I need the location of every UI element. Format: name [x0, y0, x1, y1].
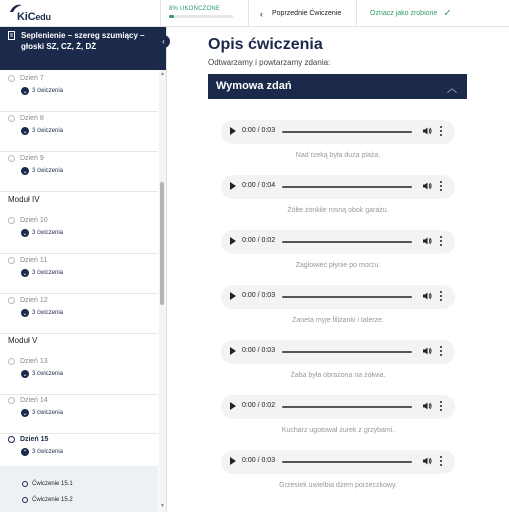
play-icon[interactable]: [230, 457, 236, 465]
course-header: [0, 27, 167, 70]
play-icon[interactable]: [230, 347, 236, 355]
exercise-count-toggle[interactable]: [21, 229, 63, 237]
volume-icon[interactable]: [422, 401, 432, 411]
audio-time: 0:00 / 0:04: [242, 182, 276, 189]
sentence-text: Nad rzeką była duża plaża.: [295, 152, 381, 159]
sidebar-item-day-8[interactable]: [0, 112, 158, 152]
exercise-count: 3 ćwiczenia: [32, 310, 64, 316]
logo[interactable]: [9, 3, 49, 23]
day-label: Dzień 12: [20, 297, 48, 304]
chevron-down-icon: ⌄: [22, 168, 28, 175]
audio-time: 0:00 / 0:03: [242, 127, 276, 134]
accordion-header[interactable]: [208, 74, 467, 99]
audio-seek-bar[interactable]: [282, 296, 412, 298]
audio-seek-bar[interactable]: [282, 461, 412, 463]
more-vert-icon[interactable]: [439, 290, 443, 302]
chevron-down-icon: ⌄: [22, 410, 28, 417]
chevron-down-icon: ⌄: [22, 270, 28, 277]
exercise-count-toggle[interactable]: [21, 87, 63, 95]
sidebar-scroll-thumb[interactable]: [160, 182, 164, 305]
chevron-down-icon: ⌄: [22, 310, 28, 317]
exercise-count-toggle[interactable]: [21, 409, 63, 417]
sentence-text: Kucharz ugotował żurek z grzybami.: [281, 427, 395, 434]
logo-text: KiCedu: [17, 11, 51, 23]
course-title: Seplenienie – szereg szumiący – głoski SZ, CZ, Ż, DŻ: [21, 31, 145, 51]
audio-seek-bar[interactable]: [282, 406, 412, 408]
sentence-text: Grzesiek uwielbia dżem porzeczkowy.: [279, 482, 397, 489]
collapse-sidebar-button[interactable]: [157, 35, 170, 48]
exercise-count: 3 ćwiczenia: [32, 230, 64, 236]
play-icon[interactable]: [230, 402, 236, 410]
check-icon: ✓: [443, 8, 452, 19]
status-circle-icon: [22, 497, 28, 503]
accordion-title: Wymowa zdań: [216, 80, 292, 92]
top-bar: [0, 0, 509, 27]
play-icon[interactable]: [230, 127, 236, 135]
mark-done-button[interactable]: [370, 0, 470, 27]
chevron-up-icon: ⌃: [22, 449, 28, 456]
exercise-count-toggle[interactable]: [21, 309, 63, 317]
more-vert-icon[interactable]: [439, 345, 443, 357]
sentence-text: Żaglowiec płynie po morzu.: [295, 262, 381, 269]
status-circle-icon: [8, 257, 15, 264]
status-circle-icon: [22, 481, 28, 487]
chevron-left-icon: ‹: [260, 8, 263, 19]
status-circle-icon: [8, 75, 15, 82]
status-circle-icon: [8, 436, 15, 443]
exercise-label: Ćwiczenie 15.2: [32, 497, 73, 503]
progress-track: [169, 15, 233, 18]
mark-done-label: Oznacz jako zrobione: [370, 10, 438, 17]
previous-exercise-label: Poprzednie Ćwiczenie: [272, 10, 342, 17]
audio-player[interactable]: [221, 450, 455, 474]
audio-time: 0:00 / 0:03: [242, 457, 276, 464]
play-icon[interactable]: [230, 182, 236, 190]
sentence-text: Żaneta myje filiżanki i talerze.: [292, 317, 384, 324]
volume-icon[interactable]: [422, 236, 432, 246]
more-vert-icon[interactable]: [439, 235, 443, 247]
progress-fill: [169, 15, 174, 18]
exercise-count: 3 ćwiczenia: [32, 168, 64, 174]
day-label: Dzień 10: [20, 217, 48, 224]
sidebar-item-day-12[interactable]: [0, 294, 158, 334]
sidebar-item-exercise-15-2[interactable]: [22, 497, 73, 503]
day-label: Dzień 14: [20, 397, 48, 404]
progress-indicator: [169, 6, 233, 18]
exercise-label: Ćwiczenie 15.1: [32, 481, 73, 487]
volume-icon[interactable]: [422, 456, 432, 466]
progress-label: 8% UKOŃCZONE: [169, 6, 221, 12]
more-vert-icon[interactable]: [439, 400, 443, 412]
play-icon[interactable]: [230, 237, 236, 245]
volume-icon[interactable]: [422, 346, 432, 356]
status-circle-icon: [8, 358, 15, 365]
day-label: Dzień 13: [20, 358, 48, 365]
chevron-down-icon: ⌄: [22, 88, 28, 95]
status-circle-icon: [8, 297, 15, 304]
module-heading: Moduł IV: [8, 195, 40, 204]
sidebar-item-day-14[interactable]: [0, 394, 158, 434]
more-vert-icon[interactable]: [439, 455, 443, 467]
scroll-down-icon[interactable]: ▼: [160, 503, 165, 509]
play-icon[interactable]: [230, 292, 236, 300]
sidebar-item-day-13[interactable]: [0, 355, 158, 395]
audio-player[interactable]: [221, 120, 455, 144]
volume-icon[interactable]: [422, 291, 432, 301]
audio-player[interactable]: [221, 175, 455, 199]
exercise-count-toggle[interactable]: [21, 370, 63, 378]
more-vert-icon[interactable]: [439, 125, 443, 137]
day-label: Dzień 11: [20, 257, 48, 264]
more-vert-icon[interactable]: [439, 180, 443, 192]
audio-seek-bar[interactable]: [282, 131, 412, 133]
day-label: Dzień 8: [20, 115, 44, 122]
sidebar-item-day-7[interactable]: [0, 72, 158, 112]
sentence-text: Żaba była obrażona na żółwia.: [290, 372, 386, 379]
sidebar-item-day-10[interactable]: [0, 214, 158, 254]
exercise-sub-list: [0, 466, 158, 512]
status-circle-icon: [8, 397, 15, 404]
audio-player[interactable]: [221, 395, 455, 419]
sidebar-item-exercise-15-1[interactable]: [22, 481, 73, 487]
audio-time: 0:00 / 0:03: [242, 347, 276, 354]
day-label: Dzień 15: [20, 436, 49, 443]
exercise-count: 3 ćwiczenia: [32, 449, 64, 455]
exercise-count-toggle[interactable]: [21, 269, 63, 277]
exercise-count-toggle[interactable]: [21, 448, 63, 456]
audio-player[interactable]: [221, 340, 455, 364]
chevron-down-icon: ⌄: [22, 371, 28, 378]
exercise-count: 3 ćwiczenia: [32, 270, 64, 276]
sidebar-item-day-11[interactable]: [0, 254, 158, 294]
page-title: Opis ćwiczenia: [208, 36, 323, 53]
sidebar-item-day-9[interactable]: [0, 152, 158, 192]
sentence-text: Żółte żonkile rosną obok garażu.: [287, 207, 389, 214]
scroll-up-icon[interactable]: ▲: [160, 71, 165, 77]
chevron-down-icon: ⌄: [22, 230, 28, 237]
chevron-down-icon: ⌄: [22, 128, 28, 135]
sidebar: [0, 27, 167, 512]
day-label: Dzień 9: [20, 155, 44, 162]
status-circle-icon: [8, 115, 15, 122]
exercise-count: 3 ćwiczenia: [32, 88, 64, 94]
status-circle-icon: [8, 155, 15, 162]
audio-time: 0:00 / 0:03: [242, 292, 276, 299]
chevron-left-icon: ‹: [162, 37, 165, 46]
divider: [160, 0, 161, 27]
day-label: Dzień 7: [20, 75, 44, 82]
exercise-count: 3 ćwiczenia: [32, 128, 64, 134]
exercise-count: 3 ćwiczenia: [32, 410, 64, 416]
previous-exercise-button[interactable]: [250, 0, 354, 27]
audio-player[interactable]: [221, 230, 455, 254]
audio-seek-bar[interactable]: [282, 241, 412, 243]
document-icon: [8, 31, 15, 40]
divider: [356, 0, 357, 27]
module-heading: Moduł V: [8, 336, 38, 345]
audio-seek-bar[interactable]: [282, 186, 412, 188]
status-circle-icon: [8, 217, 15, 224]
page-subtitle: Odtwarzamy i powtarzamy zdania:: [208, 58, 331, 67]
exercise-count-toggle[interactable]: [21, 127, 63, 135]
volume-icon[interactable]: [422, 181, 432, 191]
audio-time: 0:00 / 0:02: [242, 402, 276, 409]
audio-time: 0:00 / 0:02: [242, 237, 276, 244]
chevron-up-icon: ︿: [447, 84, 457, 95]
audio-seek-bar[interactable]: [282, 351, 412, 353]
divider: [248, 0, 249, 27]
volume-icon[interactable]: [422, 126, 432, 136]
exercise-count: 3 ćwiczenia: [32, 371, 64, 377]
exercise-count-toggle[interactable]: [21, 167, 63, 175]
audio-player[interactable]: [221, 285, 455, 309]
